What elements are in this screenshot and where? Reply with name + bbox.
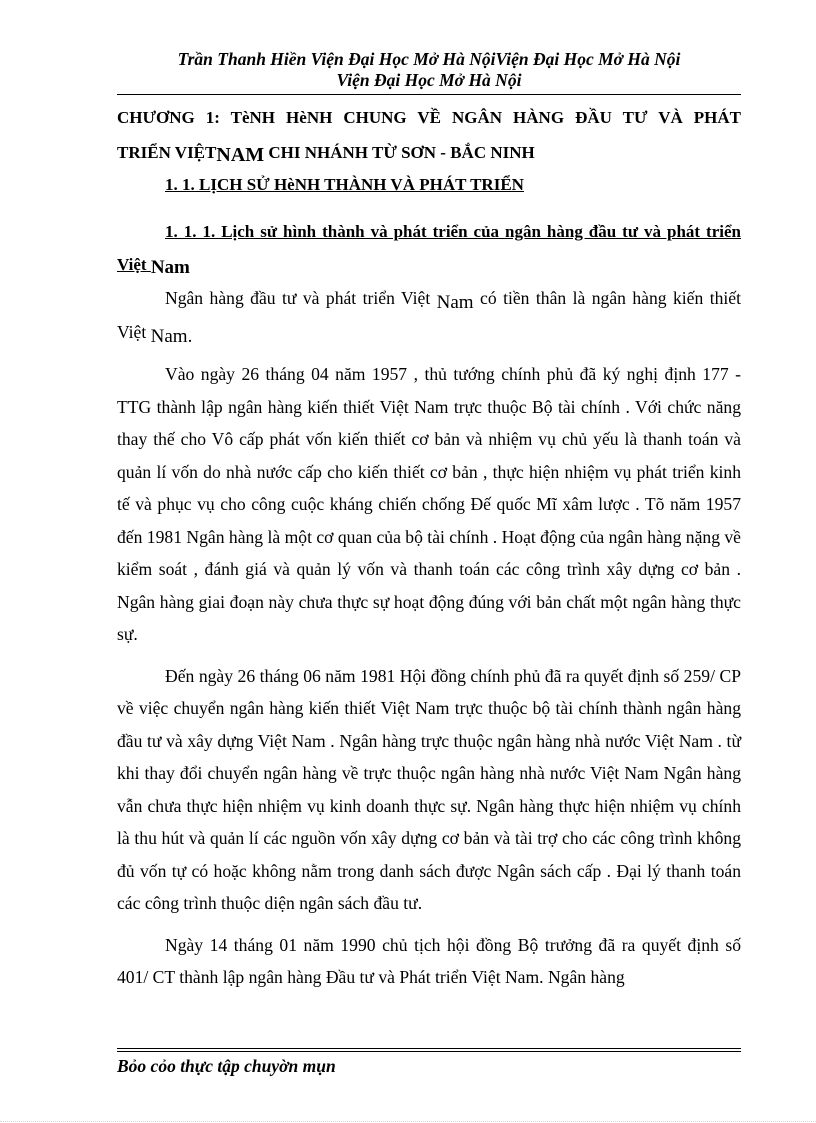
- page-bottom-edge: [0, 1121, 816, 1122]
- chapter-title-nam: NAM: [216, 144, 265, 166]
- paragraph-4: Ngày 14 tháng 01 năm 1990 chủ tịch hội đồng Bộ trưởng đã ra quyết định số 401/ CT thành lập ngân hàng Đầu tư và Phát triển Việt Nam. Ngân hàng: [117, 934, 741, 987]
- footer-divider-bottom: [117, 1051, 741, 1052]
- paragraph-2: Vào ngày 26 tháng 04 năm 1957 , thủ tướng chính phủ đã ký nghị định 177 - TTG thành lập ngân hàng kiến thiết Việt Nam trực thuộc Bộ tài chính . Với chức năng thay thế cho Vô cấp phát vốn kiến thiết cơ bản và nhiệm vụ chủ yếu là thanh toán và quản lí vốn do nhà nước cấp cho kiến thiết cơ bản , thực hiện nhiệm vụ phát triển kinh tế và phục vụ cho công cuộc kháng chiến chống Đế quốc Mĩ xâm lược . Tõ năm 1957 đến 1981 Ngân hàng là một cơ quan của bộ tài chính . Hoạt động của ngân hàng nặng về kiểm soát , đánh giá và quản lý vốn và thanh toán các công trình xây dựng cơ bản . Ngân hàng giai đoạn này chưa thực sự hoạt động đúng với bản chất một ngân hàng thực sự.: [117, 364, 741, 644]
- header-divider: [117, 94, 741, 95]
- paragraph-1-part-a: Ngân hàng đầu tư và phát triển Việt: [165, 288, 431, 308]
- chapter-title-line-2-start: TRIỂN VIỆT: [117, 143, 217, 162]
- section-heading-1-1-1-nam: Nam: [150, 257, 190, 278]
- footer-divider-top: [117, 1048, 741, 1049]
- paragraph-1: [117, 282, 741, 349]
- header-line-1: Trần Thanh Hiền Viện Đại Học Mở Hà NộiViện Đại Học Mở Hà Nội: [177, 49, 681, 69]
- chapter-title-line-2-end: CHI NHÁNH TỪ SƠN - BẮC NINH: [268, 143, 535, 162]
- body-text: [117, 282, 741, 1003]
- paragraph-1-nam-1: Nam: [436, 292, 474, 313]
- section-heading-1-1-1: [117, 215, 741, 281]
- section-heading-1-1-1-text: 1. 1. 1. Lịch sử hình thành và phát triển của ngân hàng đầu tư và phát triển Việt: [117, 222, 741, 274]
- header-line-2: Viện Đại Học Mở Hà Nội: [336, 70, 522, 90]
- chapter-title-line-1: CHƯƠNG 1: TèNH HèNH CHUNG VỀ NGÂN HÀNG ĐẦU TƯ VÀ PHÁT: [117, 108, 741, 127]
- page-footer: Bỏo cỏo thực tập chuyờn mụn: [117, 1056, 336, 1076]
- paragraph-1-nam-2: Nam.: [150, 325, 193, 347]
- chapter-title: [117, 101, 741, 170]
- section-heading-1-1: 1. 1. LỊCH SỬ HèNH THÀNH VÀ PHÁT TRIỂN: [165, 175, 524, 194]
- paragraph-1-part-b: có tiền thân là ngân hàng kiến thiết Việt: [117, 288, 741, 342]
- page-header: [117, 49, 741, 91]
- paragraph-3: Đến ngày 26 tháng 06 năm 1981 Hội đồng chính phủ đã ra quyết định số 259/ CP về việc chuyển ngân hàng kiến thiết Việt Nam trực thuộc bộ tài chính thành ngân hàng đầu tư và xây dựng Việt Nam . Ngân hàng trực thuộc ngân hàng nhà nước Việt Nam . từ khi thay đổi chuyển ngân hàng về trực thuộc ngân hàng nhà nước Việt Nam Ngân hàng vẫn chưa thực hiện nhiệm vụ kinh doanh thực sự. Ngân hàng thực hiện nhiệm vụ chính là thu hút và quản lí các nguồn vốn xây dựng cơ bản và tài trợ cho các công trình không đủ vốn tự có hoặc không nằm trong danh sách được Ngân sách cấp . Đại lý thanh toán các công trình thuộc diện ngân sách đầu tư.: [117, 665, 741, 913]
